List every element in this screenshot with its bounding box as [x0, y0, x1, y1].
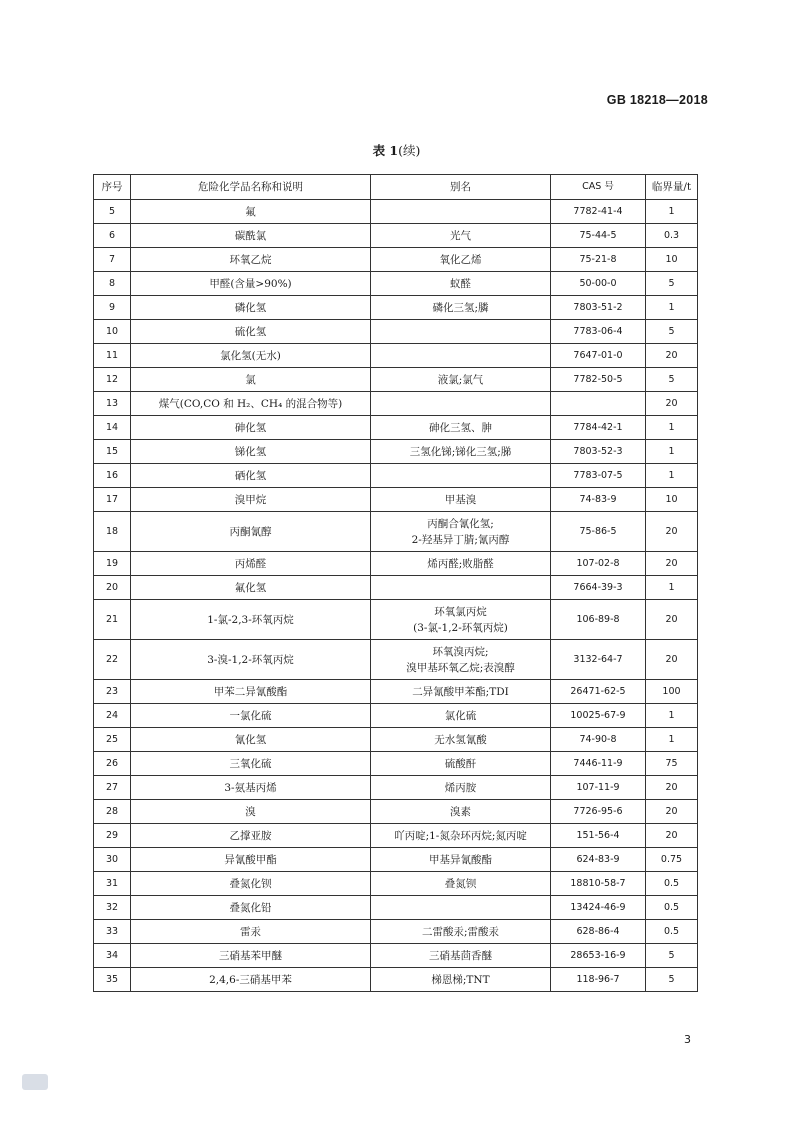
- row-cas-number: 7783-06-4: [551, 320, 646, 344]
- row-threshold-quantity: 5: [646, 320, 698, 344]
- row-threshold-quantity: 5: [646, 272, 698, 296]
- table-row: [94, 576, 698, 600]
- row-threshold-quantity: 1: [646, 440, 698, 464]
- row-threshold-quantity: 1: [646, 704, 698, 728]
- row-serial-number: 32: [94, 896, 131, 920]
- row-chemical-name: 氯化氢(无水): [131, 344, 371, 368]
- row-alias: 磷化三氢;膦: [371, 296, 551, 320]
- row-serial-number: 24: [94, 704, 131, 728]
- row-chemical-name: 硒化氢: [131, 464, 371, 488]
- row-serial-number: 15: [94, 440, 131, 464]
- row-threshold-quantity: 0.5: [646, 896, 698, 920]
- row-serial-number: 31: [94, 872, 131, 896]
- row-serial-number: 22: [94, 640, 131, 680]
- row-chemical-name: 3-氨基丙烯: [131, 776, 371, 800]
- row-chemical-name: 环氧乙烷: [131, 248, 371, 272]
- header-alias: 别名: [371, 175, 551, 200]
- row-threshold-quantity: 20: [646, 640, 698, 680]
- table-row: [94, 440, 698, 464]
- row-serial-number: 18: [94, 512, 131, 552]
- row-alias: 氯化硫: [371, 704, 551, 728]
- row-threshold-quantity: 100: [646, 680, 698, 704]
- row-serial-number: 35: [94, 968, 131, 992]
- row-alias: 环氧溴丙烷; 溴甲基环氧乙烷;表溴醇: [371, 640, 551, 680]
- row-threshold-quantity: 10: [646, 488, 698, 512]
- row-cas-number: 107-02-8: [551, 552, 646, 576]
- row-serial-number: 8: [94, 272, 131, 296]
- row-threshold-quantity: 1: [646, 296, 698, 320]
- row-chemical-name: 异氰酸甲酯: [131, 848, 371, 872]
- table-row: [94, 848, 698, 872]
- header-serial-number: 序号: [94, 175, 131, 200]
- table-row: [94, 920, 698, 944]
- row-chemical-name: 氰化氢: [131, 728, 371, 752]
- row-threshold-quantity: 0.5: [646, 872, 698, 896]
- table-row: [94, 248, 698, 272]
- row-chemical-name: 乙撑亚胺: [131, 824, 371, 848]
- header-chemical-name: 危险化学品名称和说明: [131, 175, 371, 200]
- row-alias: 丙酮合氰化氢; 2-羟基异丁腈;氰丙醇: [371, 512, 551, 552]
- row-cas-number: 7446-11-9: [551, 752, 646, 776]
- row-alias: 光气: [371, 224, 551, 248]
- row-cas-number: 7726-95-6: [551, 800, 646, 824]
- row-alias: 烯丙胺: [371, 776, 551, 800]
- row-serial-number: 11: [94, 344, 131, 368]
- table-row: [94, 368, 698, 392]
- row-serial-number: 23: [94, 680, 131, 704]
- row-threshold-quantity: 5: [646, 944, 698, 968]
- row-serial-number: 28: [94, 800, 131, 824]
- row-chemical-name: 溴: [131, 800, 371, 824]
- table-row: [94, 968, 698, 992]
- row-alias: 三硝基茴香醚: [371, 944, 551, 968]
- row-serial-number: 33: [94, 920, 131, 944]
- table-row: [94, 224, 698, 248]
- row-chemical-name: 磷化氢: [131, 296, 371, 320]
- table-row: [94, 704, 698, 728]
- row-threshold-quantity: 0.5: [646, 920, 698, 944]
- row-alias: 蚁醛: [371, 272, 551, 296]
- row-chemical-name: 氟: [131, 200, 371, 224]
- table-row: [94, 800, 698, 824]
- row-chemical-name: 三硝基苯甲醚: [131, 944, 371, 968]
- row-serial-number: 20: [94, 576, 131, 600]
- row-serial-number: 7: [94, 248, 131, 272]
- table-title: [0, 141, 793, 159]
- row-alias: 梯恩梯;TNT: [371, 968, 551, 992]
- row-alias: 砷化三氢、胂: [371, 416, 551, 440]
- row-alias: 烯丙醛;败脂醛: [371, 552, 551, 576]
- row-cas-number: 75-86-5: [551, 512, 646, 552]
- row-cas-number: 74-83-9: [551, 488, 646, 512]
- row-chemical-name: 锑化氢: [131, 440, 371, 464]
- row-serial-number: 26: [94, 752, 131, 776]
- row-chemical-name: 2,4,6-三硝基甲苯: [131, 968, 371, 992]
- row-threshold-quantity: 1: [646, 464, 698, 488]
- row-chemical-name: 丙烯醛: [131, 552, 371, 576]
- row-cas-number: 7783-07-5: [551, 464, 646, 488]
- row-cas-number: 151-56-4: [551, 824, 646, 848]
- table-row: [94, 464, 698, 488]
- row-alias: [371, 576, 551, 600]
- row-alias: 二异氰酸甲苯酯;TDI: [371, 680, 551, 704]
- row-chemical-name: 丙酮氰醇: [131, 512, 371, 552]
- table-row: [94, 872, 698, 896]
- table-title-continued: (续): [398, 143, 421, 158]
- row-cas-number: 624-83-9: [551, 848, 646, 872]
- row-alias: [371, 320, 551, 344]
- standard-number: GB 18218—2018: [606, 93, 708, 107]
- table-row: [94, 776, 698, 800]
- row-cas-number: 3132-64-7: [551, 640, 646, 680]
- table-row: [94, 728, 698, 752]
- row-serial-number: 17: [94, 488, 131, 512]
- row-cas-number: 7803-51-2: [551, 296, 646, 320]
- sac-watermark-logo: [22, 1074, 48, 1090]
- row-threshold-quantity: 1: [646, 416, 698, 440]
- table-row: [94, 600, 698, 640]
- header-threshold-quantity: 临界量/t: [646, 175, 698, 200]
- row-serial-number: 14: [94, 416, 131, 440]
- row-alias: [371, 200, 551, 224]
- row-cas-number: 7782-41-4: [551, 200, 646, 224]
- row-serial-number: 10: [94, 320, 131, 344]
- row-threshold-quantity: 1: [646, 576, 698, 600]
- row-chemical-name: 硫化氢: [131, 320, 371, 344]
- row-alias: [371, 344, 551, 368]
- row-alias: 无水氢氰酸: [371, 728, 551, 752]
- row-chemical-name: 氟化氢: [131, 576, 371, 600]
- row-alias: 甲基异氰酸酯: [371, 848, 551, 872]
- row-cas-number: 26471-62-5: [551, 680, 646, 704]
- row-alias: 吖丙啶;1-氮杂环丙烷;氮丙啶: [371, 824, 551, 848]
- table-header-row: [94, 175, 698, 200]
- row-chemical-name: 氯: [131, 368, 371, 392]
- row-cas-number: 75-44-5: [551, 224, 646, 248]
- row-threshold-quantity: 5: [646, 368, 698, 392]
- row-cas-number: 7647-01-0: [551, 344, 646, 368]
- row-chemical-name: 甲醛(含量>90%): [131, 272, 371, 296]
- row-threshold-quantity: 20: [646, 824, 698, 848]
- row-chemical-name: 一氯化硫: [131, 704, 371, 728]
- row-threshold-quantity: 20: [646, 776, 698, 800]
- table-row: [94, 680, 698, 704]
- row-serial-number: 27: [94, 776, 131, 800]
- row-threshold-quantity: 1: [646, 728, 698, 752]
- row-threshold-quantity: 20: [646, 392, 698, 416]
- row-cas-number: 74-90-8: [551, 728, 646, 752]
- row-serial-number: 30: [94, 848, 131, 872]
- row-chemical-name: 叠氮化钡: [131, 872, 371, 896]
- table-row: [94, 752, 698, 776]
- table-row: [94, 512, 698, 552]
- row-cas-number: 50-00-0: [551, 272, 646, 296]
- row-alias: 硫酸酐: [371, 752, 551, 776]
- header-cas-number: CAS 号: [551, 175, 646, 200]
- row-chemical-name: 雷汞: [131, 920, 371, 944]
- row-serial-number: 12: [94, 368, 131, 392]
- row-chemical-name: 叠氮化铅: [131, 896, 371, 920]
- table-row: [94, 344, 698, 368]
- row-cas-number: 18810-58-7: [551, 872, 646, 896]
- row-cas-number: 28653-16-9: [551, 944, 646, 968]
- row-alias: 二雷酸汞;雷酸汞: [371, 920, 551, 944]
- row-alias: 甲基溴: [371, 488, 551, 512]
- row-threshold-quantity: 75: [646, 752, 698, 776]
- row-chemical-name: 三氧化硫: [131, 752, 371, 776]
- table-row: [94, 296, 698, 320]
- row-threshold-quantity: 20: [646, 600, 698, 640]
- row-cas-number: 75-21-8: [551, 248, 646, 272]
- row-threshold-quantity: 20: [646, 552, 698, 576]
- table-row: [94, 320, 698, 344]
- table-row: [94, 552, 698, 576]
- row-cas-number: 628-86-4: [551, 920, 646, 944]
- row-alias: [371, 392, 551, 416]
- row-serial-number: 5: [94, 200, 131, 224]
- hazardous-chemicals-table: [93, 174, 698, 992]
- row-chemical-name: 3-溴-1,2-环氧丙烷: [131, 640, 371, 680]
- row-cas-number: [551, 392, 646, 416]
- row-cas-number: 106-89-8: [551, 600, 646, 640]
- row-chemical-name: 1-氯-2,3-环氧丙烷: [131, 600, 371, 640]
- table-row: [94, 416, 698, 440]
- row-serial-number: 29: [94, 824, 131, 848]
- row-alias: 三氢化锑;锑化三氢;䏲: [371, 440, 551, 464]
- row-cas-number: 10025-67-9: [551, 704, 646, 728]
- row-threshold-quantity: 5: [646, 968, 698, 992]
- row-threshold-quantity: 0.75: [646, 848, 698, 872]
- row-alias: 叠氮钡: [371, 872, 551, 896]
- row-serial-number: 6: [94, 224, 131, 248]
- row-alias: 溴素: [371, 800, 551, 824]
- row-alias: 液氯;氯气: [371, 368, 551, 392]
- row-serial-number: 34: [94, 944, 131, 968]
- row-cas-number: 7803-52-3: [551, 440, 646, 464]
- row-chemical-name: 煤气(CO,CO 和 H₂、CH₄ 的混合物等): [131, 392, 371, 416]
- row-alias: [371, 464, 551, 488]
- row-cas-number: 7782-50-5: [551, 368, 646, 392]
- row-cas-number: 7784-42-1: [551, 416, 646, 440]
- row-threshold-quantity: 10: [646, 248, 698, 272]
- row-serial-number: 16: [94, 464, 131, 488]
- row-cas-number: 118-96-7: [551, 968, 646, 992]
- table-row: [94, 640, 698, 680]
- row-serial-number: 21: [94, 600, 131, 640]
- row-serial-number: 9: [94, 296, 131, 320]
- table-row: [94, 488, 698, 512]
- page-number: 3: [684, 1033, 691, 1046]
- row-alias: 环氧氯丙烷 (3-氯-1,2-环氧丙烷): [371, 600, 551, 640]
- row-cas-number: 107-11-9: [551, 776, 646, 800]
- row-threshold-quantity: 20: [646, 512, 698, 552]
- table-row: [94, 824, 698, 848]
- row-chemical-name: 碳酰氯: [131, 224, 371, 248]
- row-threshold-quantity: 0.3: [646, 224, 698, 248]
- row-alias: 氧化乙烯: [371, 248, 551, 272]
- row-chemical-name: 甲苯二异氰酸酯: [131, 680, 371, 704]
- row-serial-number: 13: [94, 392, 131, 416]
- table-row: [94, 896, 698, 920]
- row-cas-number: 13424-46-9: [551, 896, 646, 920]
- row-threshold-quantity: 1: [646, 200, 698, 224]
- row-serial-number: 25: [94, 728, 131, 752]
- table-row: [94, 944, 698, 968]
- row-chemical-name: 溴甲烷: [131, 488, 371, 512]
- row-threshold-quantity: 20: [646, 344, 698, 368]
- row-cas-number: 7664-39-3: [551, 576, 646, 600]
- row-threshold-quantity: 20: [646, 800, 698, 824]
- row-serial-number: 19: [94, 552, 131, 576]
- table-row: [94, 200, 698, 224]
- row-chemical-name: 砷化氢: [131, 416, 371, 440]
- table-row: [94, 392, 698, 416]
- row-alias: [371, 896, 551, 920]
- table-title-main: 表 1: [372, 143, 399, 158]
- table-row: [94, 272, 698, 296]
